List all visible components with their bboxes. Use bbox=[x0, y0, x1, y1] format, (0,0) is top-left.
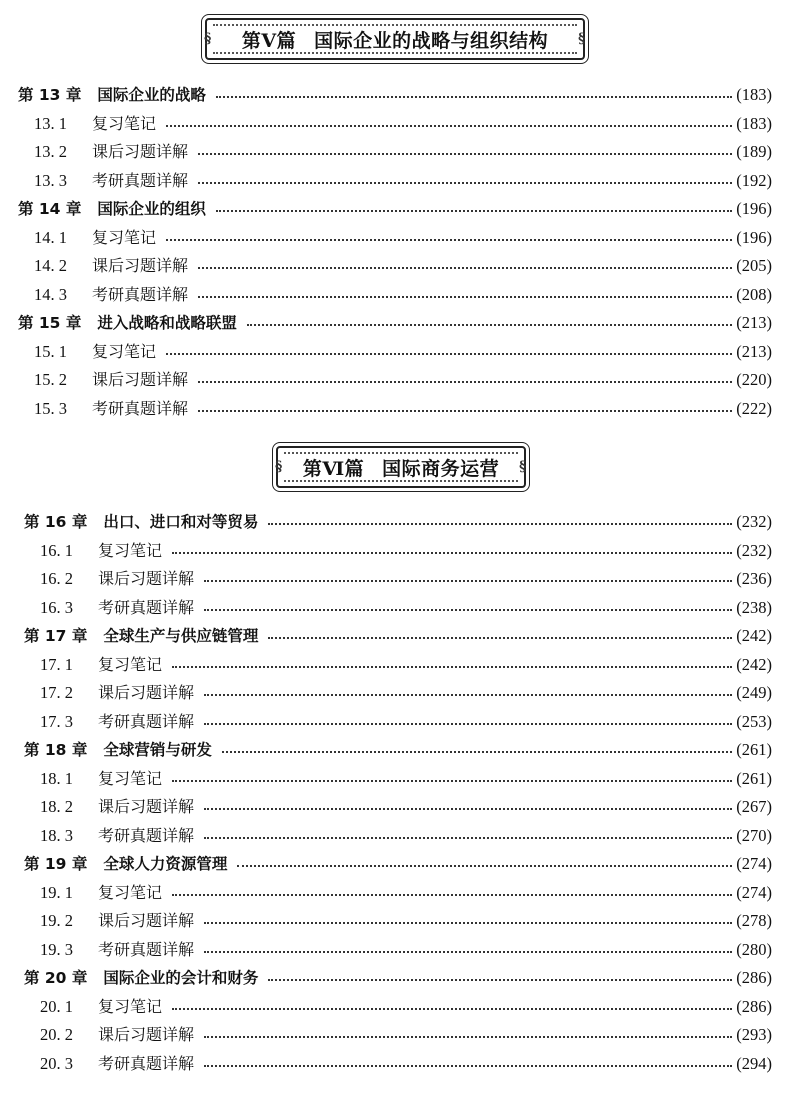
toc-section-row[interactable] bbox=[18, 224, 772, 253]
toc-section-row[interactable] bbox=[24, 708, 772, 737]
page-number: (278) bbox=[736, 911, 772, 930]
toc-section-row[interactable] bbox=[24, 793, 772, 822]
section-title: 课后习题详解 bbox=[92, 142, 189, 161]
section-title: 考研真题详解 bbox=[98, 711, 195, 731]
page-number: (232) bbox=[736, 512, 772, 531]
section-number: 18. 2 bbox=[40, 797, 73, 816]
part-subtitle: 国际企业的战略与组织结构 bbox=[314, 29, 549, 52]
section-number: 19. 1 bbox=[40, 882, 73, 902]
chapter-number: 第 13 章 bbox=[18, 86, 82, 104]
page-number: (261) bbox=[736, 768, 772, 788]
dot-leader bbox=[198, 296, 732, 298]
part-title-box bbox=[276, 446, 526, 488]
page-number: (213) bbox=[736, 341, 772, 361]
section-number: 13. 1 bbox=[34, 113, 67, 133]
section-number: 16. 1 bbox=[40, 540, 73, 560]
toc-section-row[interactable] bbox=[24, 993, 772, 1022]
dot-leader bbox=[204, 580, 732, 582]
toc-section-row[interactable] bbox=[24, 565, 772, 594]
section-number: 14. 3 bbox=[34, 284, 67, 304]
page-number: (183) bbox=[736, 85, 772, 104]
page-number: (196) bbox=[736, 227, 772, 247]
section-title: 课后习题详解 bbox=[98, 683, 195, 702]
chapter-title: 全球人力资源管理 bbox=[103, 855, 228, 873]
scroll-ornament-icon: § bbox=[204, 31, 212, 47]
chapter-number: 第 20 章 bbox=[24, 969, 88, 987]
section-title: 考研真题详解 bbox=[98, 825, 195, 845]
part-heading bbox=[289, 454, 513, 481]
toc-section-row[interactable] bbox=[24, 879, 772, 908]
toc-section-row[interactable] bbox=[24, 907, 772, 936]
page-number: (267) bbox=[736, 797, 772, 816]
dot-leader bbox=[198, 153, 732, 155]
dot-leader bbox=[198, 182, 732, 184]
page-number: (183) bbox=[736, 113, 772, 133]
page-number: (232) bbox=[736, 540, 772, 560]
dot-leader bbox=[216, 96, 732, 98]
dot-leader bbox=[204, 723, 732, 725]
section-title: 复习笔记 bbox=[98, 882, 163, 902]
page-number: (294) bbox=[736, 1053, 772, 1073]
section-title: 课后习题详解 bbox=[98, 569, 195, 588]
dot-leader bbox=[172, 666, 732, 668]
toc-chapter-row[interactable] bbox=[18, 195, 772, 224]
toc-section-row[interactable] bbox=[18, 395, 772, 424]
chapter-title: 国际企业的战略 bbox=[97, 86, 206, 104]
section-number: 16. 2 bbox=[40, 569, 73, 588]
part-title-box bbox=[205, 18, 585, 60]
dot-leader bbox=[216, 210, 732, 212]
dot-leader bbox=[204, 609, 732, 611]
section-number: 18. 1 bbox=[40, 768, 73, 788]
toc-section-row[interactable] bbox=[24, 651, 772, 680]
toc-chapter-row[interactable] bbox=[24, 622, 772, 651]
section-number: 16. 3 bbox=[40, 597, 73, 617]
section-title: 课后习题详解 bbox=[98, 1025, 195, 1044]
page-number: (274) bbox=[736, 882, 772, 902]
section-title: 考研真题详解 bbox=[98, 939, 195, 959]
toc-section-row[interactable] bbox=[24, 936, 772, 965]
page-number: (286) bbox=[736, 968, 772, 987]
section-number: 17. 3 bbox=[40, 711, 73, 731]
chapter-number: 第 16 章 bbox=[24, 513, 88, 531]
dot-leader bbox=[204, 922, 732, 924]
section-title: 考研真题详解 bbox=[92, 398, 189, 418]
part-subtitle: 国际商务运营 bbox=[382, 457, 500, 480]
section-number: 14. 2 bbox=[34, 256, 67, 275]
toc-section-row[interactable] bbox=[18, 252, 772, 281]
chapter-title: 进入战略和战略联盟 bbox=[97, 314, 237, 332]
page-number: (189) bbox=[736, 142, 772, 161]
chapter-number: 第 18 章 bbox=[24, 741, 88, 759]
section-number: 13. 2 bbox=[34, 142, 67, 161]
dot-leader bbox=[172, 552, 732, 554]
chapter-title: 国际企业的会计和财务 bbox=[103, 969, 259, 987]
dot-leader bbox=[166, 239, 732, 241]
toc-section-row[interactable] bbox=[18, 366, 772, 395]
page-number: (192) bbox=[736, 170, 772, 190]
chapter-number: 第 14 章 bbox=[18, 200, 82, 218]
toc-chapter-row[interactable] bbox=[24, 508, 772, 537]
page-number: (242) bbox=[736, 626, 772, 645]
toc-chapter-row[interactable] bbox=[24, 736, 772, 765]
page-number: (274) bbox=[736, 854, 772, 873]
toc-chapter-row[interactable] bbox=[24, 964, 772, 993]
section-title: 复习笔记 bbox=[92, 113, 157, 133]
toc-section-row[interactable] bbox=[18, 167, 772, 196]
section-number: 15. 2 bbox=[34, 370, 67, 389]
dot-leader bbox=[204, 808, 732, 810]
toc-section-row[interactable] bbox=[18, 110, 772, 139]
dot-leader bbox=[204, 1036, 732, 1038]
part-heading bbox=[228, 26, 562, 53]
chapter-title: 出口、进口和对等贸易 bbox=[103, 513, 259, 531]
dot-leader bbox=[222, 751, 732, 753]
section-title: 课后习题详解 bbox=[98, 911, 195, 930]
toc-section-row[interactable] bbox=[24, 765, 772, 794]
section-title: 复习笔记 bbox=[98, 768, 163, 788]
chapter-number: 第 19 章 bbox=[24, 855, 88, 873]
part-number: 第Ⅵ篇 bbox=[302, 457, 365, 480]
page-number: (242) bbox=[736, 654, 772, 674]
section-title: 课后习题详解 bbox=[92, 370, 189, 389]
section-number: 17. 1 bbox=[40, 654, 73, 674]
toc-part-6 bbox=[24, 508, 772, 1078]
page-number: (249) bbox=[736, 683, 772, 702]
chapter-number: 第 17 章 bbox=[24, 627, 88, 645]
toc-chapter-row[interactable] bbox=[18, 81, 772, 110]
section-title: 复习笔记 bbox=[98, 996, 163, 1016]
page-number: (213) bbox=[736, 313, 772, 332]
toc-chapter-row[interactable] bbox=[24, 850, 772, 879]
page-number: (196) bbox=[736, 199, 772, 218]
scroll-ornament-icon: § bbox=[578, 31, 586, 47]
page-number: (238) bbox=[736, 597, 772, 617]
dot-leader bbox=[204, 694, 732, 696]
page-number: (261) bbox=[736, 740, 772, 759]
dot-leader bbox=[247, 324, 732, 326]
section-number: 17. 2 bbox=[40, 683, 73, 702]
dot-leader bbox=[204, 951, 732, 953]
toc-section-row[interactable] bbox=[24, 1050, 772, 1079]
dot-leader bbox=[198, 410, 732, 412]
page-number: (236) bbox=[736, 569, 772, 588]
toc-section-row[interactable] bbox=[24, 537, 772, 566]
section-title: 复习笔记 bbox=[98, 540, 163, 560]
toc-section-row[interactable] bbox=[24, 594, 772, 623]
chapter-title: 全球生产与供应链管理 bbox=[103, 627, 259, 645]
dot-leader bbox=[237, 865, 732, 867]
toc-part-5 bbox=[18, 81, 772, 423]
section-title: 复习笔记 bbox=[92, 341, 157, 361]
section-title: 考研真题详解 bbox=[92, 284, 189, 304]
toc-section-row[interactable] bbox=[24, 1021, 772, 1050]
page-number: (270) bbox=[736, 825, 772, 845]
section-number: 20. 1 bbox=[40, 996, 73, 1016]
toc-section-row[interactable] bbox=[18, 138, 772, 167]
page-number: (220) bbox=[736, 370, 772, 389]
section-number: 15. 3 bbox=[34, 398, 67, 418]
section-number: 18. 3 bbox=[40, 825, 73, 845]
toc-section-row[interactable] bbox=[24, 822, 772, 851]
page-number: (280) bbox=[736, 939, 772, 959]
page-number: (253) bbox=[736, 711, 772, 731]
dot-leader bbox=[268, 637, 732, 639]
dot-leader bbox=[204, 837, 732, 839]
dot-leader bbox=[172, 1008, 732, 1010]
page-number: (205) bbox=[736, 256, 772, 275]
dot-leader bbox=[268, 523, 732, 525]
page-number: (286) bbox=[736, 996, 772, 1016]
toc-section-row[interactable] bbox=[18, 338, 772, 367]
toc-section-row[interactable] bbox=[18, 281, 772, 310]
section-title: 考研真题详解 bbox=[98, 1053, 195, 1073]
page-number: (208) bbox=[736, 284, 772, 304]
dot-leader bbox=[172, 894, 732, 896]
scroll-ornament-icon: § bbox=[519, 459, 527, 475]
section-number: 13. 3 bbox=[34, 170, 67, 190]
dot-leader bbox=[268, 979, 732, 981]
section-title: 复习笔记 bbox=[98, 654, 163, 674]
chapter-number: 第 15 章 bbox=[18, 314, 82, 332]
dot-leader bbox=[172, 780, 732, 782]
chapter-title: 国际企业的组织 bbox=[97, 200, 206, 218]
page-number: (222) bbox=[736, 398, 772, 418]
section-title: 考研真题详解 bbox=[98, 597, 195, 617]
section-number: 14. 1 bbox=[34, 227, 67, 247]
section-title: 复习笔记 bbox=[92, 227, 157, 247]
section-number: 19. 2 bbox=[40, 911, 73, 930]
section-number: 20. 3 bbox=[40, 1053, 73, 1073]
section-number: 19. 3 bbox=[40, 939, 73, 959]
part-number: 第Ⅴ篇 bbox=[241, 29, 297, 52]
dot-leader bbox=[166, 353, 732, 355]
toc-chapter-row[interactable] bbox=[18, 309, 772, 338]
toc-section-row[interactable] bbox=[24, 679, 772, 708]
dot-leader bbox=[198, 381, 732, 383]
scroll-ornament-icon: § bbox=[275, 459, 283, 475]
dot-leader bbox=[166, 125, 732, 127]
section-number: 15. 1 bbox=[34, 341, 67, 361]
dot-leader bbox=[198, 267, 732, 269]
dot-leader bbox=[204, 1065, 732, 1067]
section-title: 课后习题详解 bbox=[98, 797, 195, 816]
section-number: 20. 2 bbox=[40, 1025, 73, 1044]
page-number: (293) bbox=[736, 1025, 772, 1044]
section-title: 考研真题详解 bbox=[92, 170, 189, 190]
chapter-title: 全球营销与研发 bbox=[103, 741, 212, 759]
section-title: 课后习题详解 bbox=[92, 256, 189, 275]
